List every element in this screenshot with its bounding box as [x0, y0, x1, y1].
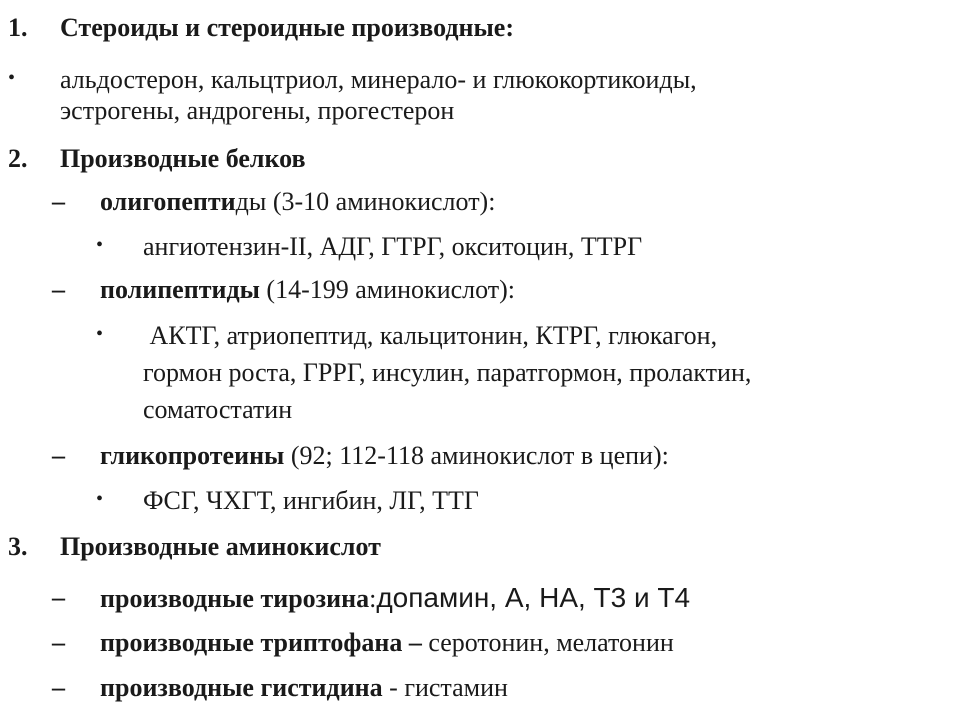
bullet-icon: •: [96, 488, 104, 510]
list-text: гормон роста, ГРРГ, инсулин, паратгормон, пролактин,: [143, 358, 752, 387]
list-number: 1.: [8, 13, 28, 42]
dash-icon: –: [52, 187, 65, 216]
subitem-bold: полипептиды: [100, 275, 260, 304]
subitem-rest: (14-199 аминокислот):: [259, 275, 516, 304]
subitem-rest: :: [369, 584, 377, 613]
dash-icon: –: [52, 275, 65, 304]
list-text: ФСГ, ЧХГТ, ингибин, ЛГ, ТТГ: [143, 486, 479, 515]
dash-icon: –: [52, 673, 65, 702]
dash-icon: –: [52, 441, 65, 470]
subitem-rest: (92; 112-118 аминокислот в цепи):: [284, 441, 669, 470]
list-text: соматостатин: [143, 395, 293, 424]
section-heading: Стероиды и стероидные производные:: [60, 13, 514, 42]
subitem-rest: ды (3-10 аминокислот):: [235, 187, 496, 216]
section-heading: Производные белков: [60, 144, 306, 173]
subitem-bold: олигопепти: [100, 187, 236, 216]
list-number: 2.: [8, 144, 28, 173]
bullet-icon: •: [96, 323, 104, 345]
subitem-bold: производные гистидина: [100, 673, 383, 702]
subitem-large-text: допамин, А, НА, Т3 и Т4: [376, 582, 691, 613]
list-text: альдостерон, кальцтриол, минерало- и глюкокортикоиды,: [60, 65, 697, 94]
dash-icon: –: [52, 628, 65, 657]
bullet-icon: •: [96, 234, 104, 256]
subitem-bold: производные триптофана –: [100, 628, 422, 657]
subitem-rest: - гистамин: [382, 673, 508, 702]
bullet-icon: •: [8, 67, 16, 89]
section-heading: Производные аминокислот: [60, 532, 381, 561]
list-text: АКТГ, атриопептид, кальцитонин, КТРГ, глюкагон,: [143, 321, 718, 350]
subitem-bold: гликопротеины: [100, 441, 285, 470]
list-number: 3.: [8, 532, 28, 561]
dash-icon: –: [52, 583, 65, 612]
list-text: эстрогены, андрогены, прогестерон: [60, 96, 455, 125]
subitem-rest: серотонин, мелатонин: [421, 628, 674, 657]
list-text: ангиотензин-II, АДГ, ГТРГ, окситоцин, ТТРГ: [143, 232, 643, 261]
subitem-bold: производные тирозина: [100, 584, 370, 613]
